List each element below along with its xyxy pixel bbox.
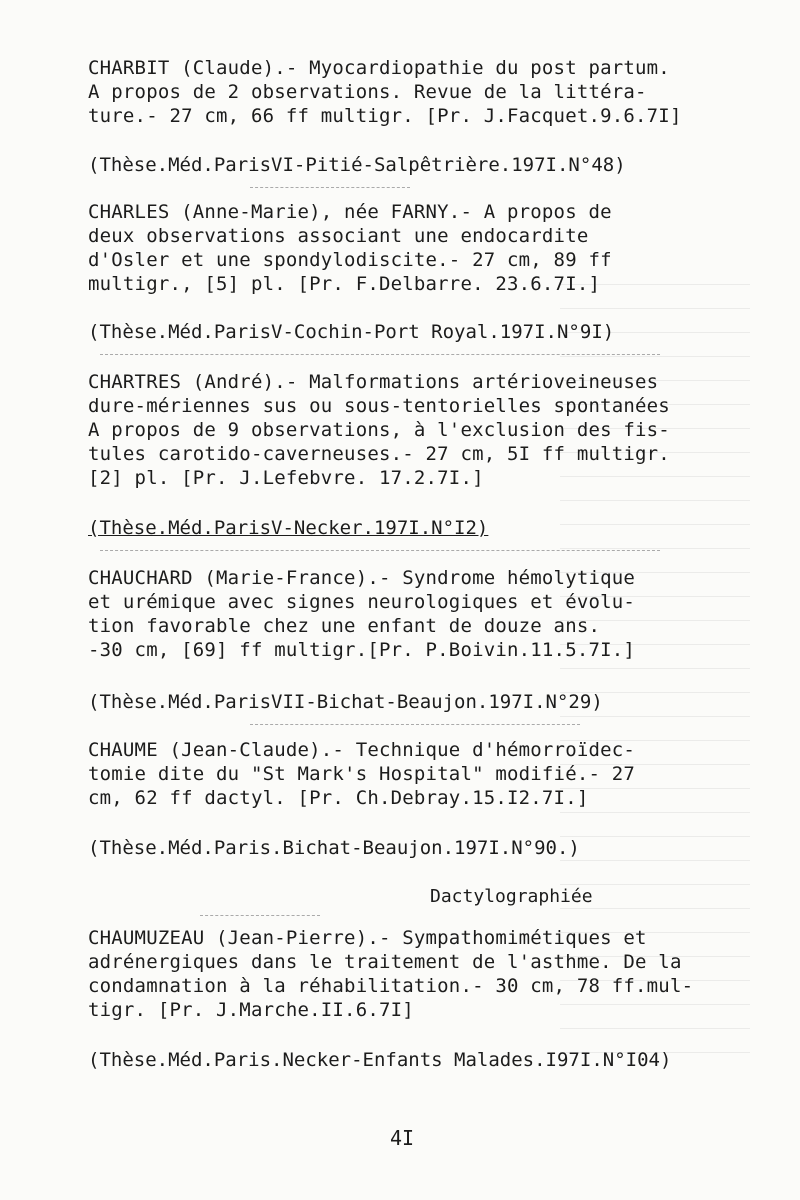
entry-line: dure-mériennes sus ou sous-tentorielles spontanées <box>88 395 670 417</box>
divider <box>250 724 580 725</box>
entry-source: (Thèse.Méd.Paris.Bichat-Beaujon.197I.N°90.) <box>88 837 580 859</box>
entry-line: CHAUME (Jean-Claude).- Technique d'hémorroïdec- <box>88 739 636 761</box>
thesis-entry <box>88 566 728 662</box>
entry-line: deux observations associant une endocardite <box>88 225 589 247</box>
thesis-entry <box>88 738 728 810</box>
entry-line: [2] pl. [Pr. J.Lefebvre. 17.2.7I.] <box>88 467 484 489</box>
entry-source: (Thèse.Méd.Paris.Necker-Enfants Malades.I97I.N°I04) <box>88 1049 672 1071</box>
entry-line: A propos de 9 observations, à l'exclusion des fis- <box>88 419 670 441</box>
entry-source: (Thèse.Méd.ParisV-Cochin-Port Royal.197I.N°9I) <box>88 321 615 343</box>
thesis-entry <box>88 56 728 128</box>
entry-line: tules carotido-caverneuses.- 27 cm, 5I ff multigr. <box>88 443 670 465</box>
thesis-entry <box>88 200 728 296</box>
entry-line: tomie dite du "St Mark's Hospital" modifié.- 27 <box>88 763 636 785</box>
divider <box>200 915 320 916</box>
entry-line: adrénergiques dans le traitement de l'asthme. De la <box>88 951 682 973</box>
entry-line: CHARLES (Anne-Marie), née FARNY.- A propos de <box>88 201 612 223</box>
entry-line: multigr., [5] pl. [Pr. F.Delbarre. 23.6.7I.] <box>88 273 601 295</box>
entry-source: (Thèse.Méd.ParisVI-Pitié-Salpêtrière.197I.N°48) <box>88 154 626 176</box>
entry-line: CHAUCHARD (Marie-France).- Syndrome hémolytique <box>88 567 636 589</box>
entry-line: et urémique avec signes neurologiques et évolu- <box>88 591 636 613</box>
entry-line: -30 cm, [69] ff multigr.[Pr. P.Boivin.11.5.7I.] <box>88 639 636 661</box>
divider <box>250 187 410 188</box>
divider <box>100 550 660 551</box>
entry-line: tigr. [Pr. J.Marche.II.6.7I] <box>88 999 414 1021</box>
entry-note: Dactylographiée <box>430 886 593 907</box>
thesis-entry <box>88 926 728 1022</box>
entry-line: tion favorable chez une enfant de douze ans. <box>88 615 601 637</box>
entry-line: A propos de 2 observations. Revue de la littéra- <box>88 81 647 103</box>
entry-source: (Thèse.Méd.ParisV-Necker.197I.N°I2) <box>88 517 489 539</box>
entry-line: condamnation à la réhabilitation.- 30 cm, 78 ff.mul- <box>88 975 694 997</box>
entry-line: CHARBIT (Claude).- Myocardiopathie du post partum. <box>88 57 670 79</box>
page-number: 4I <box>390 1126 415 1150</box>
divider <box>100 354 660 355</box>
entry-line: cm, 62 ff dactyl. [Pr. Ch.Debray.15.I2.7I.] <box>88 787 589 809</box>
entry-line: ture.- 27 cm, 66 ff multigr. [Pr. J.Facquet.9.6.7I] <box>88 105 682 127</box>
entry-source: (Thèse.Méd.ParisVII-Bichat-Beaujon.197I.N°29) <box>88 691 603 713</box>
entry-line: CHAUMUZEAU (Jean-Pierre).- Sympathomimétiques et <box>88 927 647 949</box>
thesis-entry <box>88 370 728 490</box>
entry-line: d'Osler et une spondylodiscite.- 27 cm, 89 ff <box>88 249 612 271</box>
entry-line: CHARTRES (André).- Malformations artérioveineuses <box>88 371 659 393</box>
